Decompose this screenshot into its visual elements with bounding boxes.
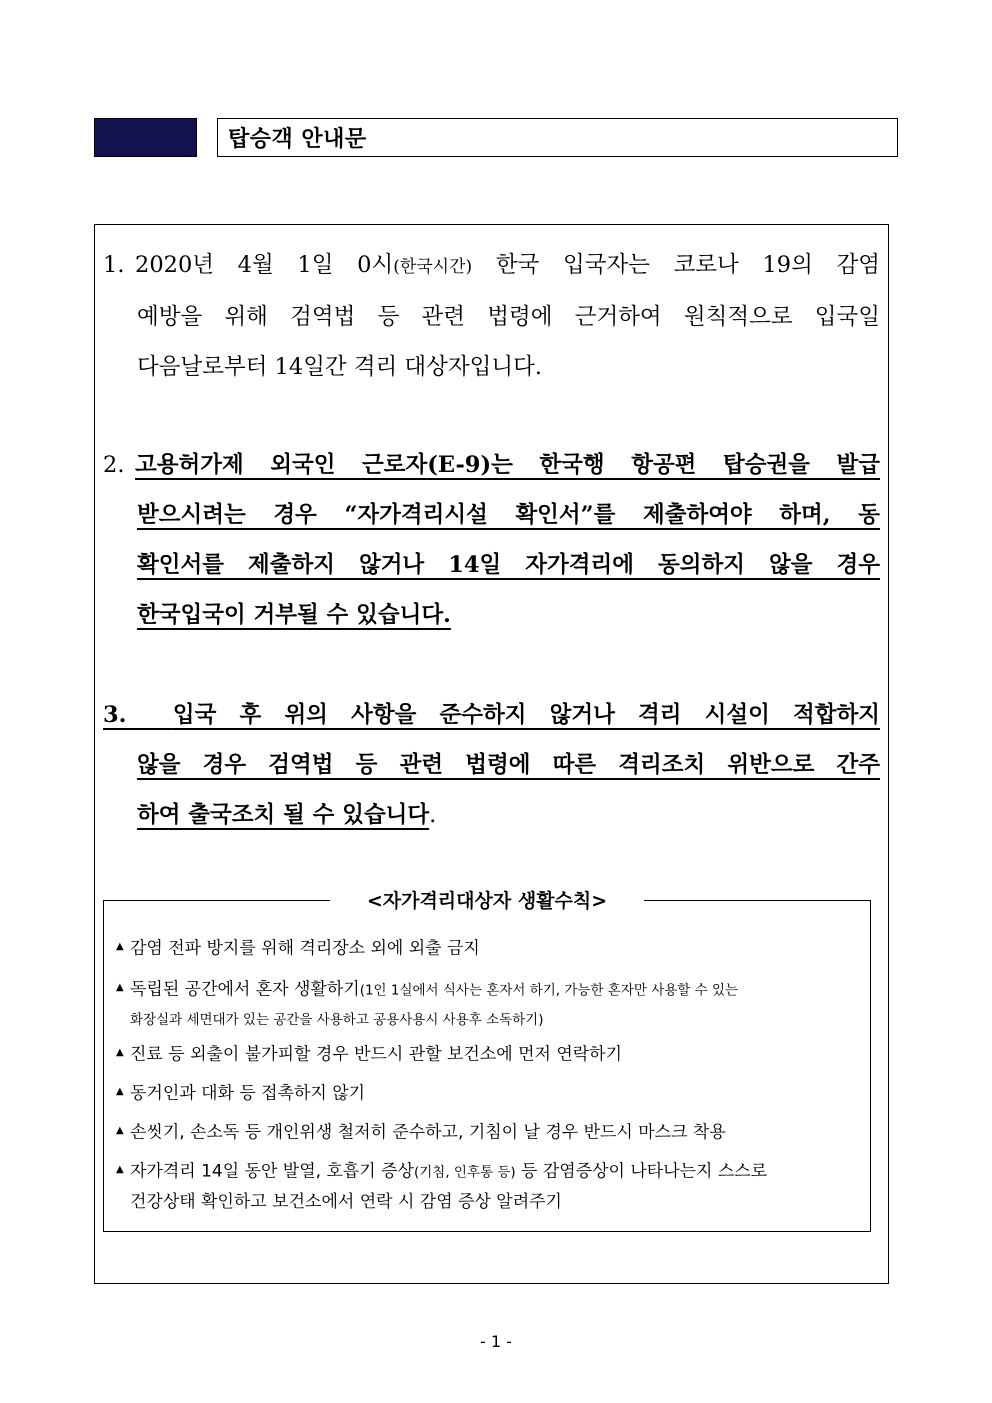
item-number: 3.: [103, 702, 127, 728]
item-line: 않을 경우 검역법 등 관련 법령에 따른 격리조치 위반으로 간주: [137, 752, 880, 778]
page-number: - 1 -: [480, 1332, 512, 1351]
item-number: 1.: [103, 252, 125, 278]
notice-item-2: [103, 440, 880, 640]
header-color-block: [94, 118, 197, 157]
bullet-icon: ▲: [116, 1164, 124, 1175]
item-line: 하여 출국조치 될 수 있습니다.: [137, 802, 437, 828]
page-title: 탑승객 안내문: [228, 127, 367, 152]
item-line: 다음날로부터 14일간 격리 대상자입니다.: [137, 354, 542, 380]
rule-item: ▲ 동거인과 대화 등 접촉하지 않기: [116, 1079, 861, 1109]
item-line: 확인서를 제출하지 않거나 14일 자가격리에 동의하지 않을 경우: [137, 552, 880, 578]
rule-item: ▲ 독립된 공간에서 혼자 생활하기(1인 1실에서 식사는 혼자서 하기, 가능한 혼자만 사용할 수 있는 화장실과 세면대가 있는 공간을 사용하고 공용사용시 사용후 소독하기): [116, 975, 861, 1035]
rule-item: ▲ 자가격리 14일 동안 발열, 호흡기 증상(기침, 인후통 등) 등 감염증상이 나타나는지 스스로 건강상태 확인하고 보건소에서 연락 시 감염 증상 알려주기: [116, 1157, 861, 1217]
item-line: 2020년 4월 1일 0시(한국시간) 한국 입국자는 코로나 19의 감염: [135, 252, 880, 278]
notice-item-3: [103, 690, 880, 840]
rule-item: ▲ 감염 전파 방지를 위해 격리장소 외에 외출 금지: [116, 934, 861, 964]
item-line: 받으시려는 경우 “자가격리시설 확인서”를 제출하여야 하며, 동: [137, 502, 880, 528]
bullet-icon: ▲: [116, 982, 124, 993]
bullet-icon: ▲: [116, 941, 124, 952]
item-line: 한국입국이 거부될 수 있습니다.: [137, 602, 451, 628]
item-number: 2.: [103, 452, 125, 478]
rule-item: ▲ 진료 등 외출이 불가피할 경우 반드시 관할 보건소에 먼저 연락하기: [116, 1040, 861, 1070]
rule-item: ▲ 손씻기, 손소독 등 개인위생 철저히 준수하고, 기침이 날 경우 반드시 마스크 착용: [116, 1118, 861, 1148]
item-line: 3. 입국 후 위의 사항을 준수하지 않거나 격리 시설이 적합하지: [103, 702, 880, 728]
bullet-icon: ▲: [116, 1047, 124, 1058]
item-line: 고용허가제 외국인 근로자(E-9)는 한국행 항공편 탑승권을 발급: [135, 452, 880, 478]
rules-title: <자가격리대상자 생활수칙>: [330, 886, 644, 916]
bullet-icon: ▲: [116, 1125, 124, 1136]
header-title-box: [217, 118, 898, 157]
notice-item-1: [103, 240, 880, 392]
item-line: 예방을 위해 검역법 등 관련 법령에 근거하여 원칙적으로 입국일: [137, 304, 880, 330]
bullet-icon: ▲: [116, 1086, 124, 1097]
